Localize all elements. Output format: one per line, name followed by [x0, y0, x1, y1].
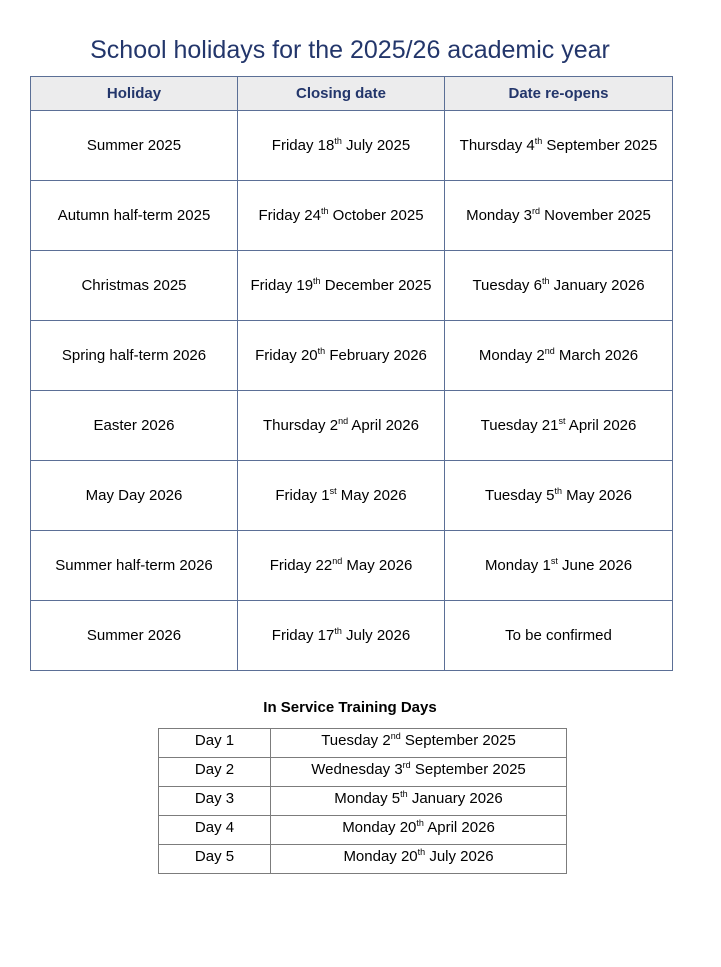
header-holiday: Holiday: [31, 77, 238, 111]
table-row: [159, 758, 567, 787]
date-text: Friday 19: [250, 277, 314, 294]
holiday-name: Easter 2026: [31, 391, 238, 461]
training-day-label: Day 2: [159, 758, 271, 787]
table-row: [31, 531, 673, 601]
ordinal-suffix: th: [317, 346, 326, 356]
table-row: [31, 181, 673, 251]
date-text-rest: February 2026: [325, 347, 427, 364]
table-row: [31, 461, 673, 531]
ordinal-suffix: nd: [338, 416, 349, 426]
ordinal-suffix: nd: [544, 346, 555, 356]
date-text-rest: April 2026: [565, 417, 637, 434]
date-text: Tuesday 21: [480, 417, 559, 434]
training-day-date: [271, 816, 567, 845]
closing-date: [238, 321, 445, 391]
reopen-date: [445, 181, 673, 251]
closing-date: [238, 251, 445, 321]
date-text: Friday 24: [258, 207, 321, 224]
closing-date: [238, 111, 445, 181]
ordinal-suffix: th: [554, 486, 562, 496]
closing-date: [238, 461, 445, 531]
training-day-date: [271, 845, 567, 874]
date-text-rest: September 2025: [410, 761, 526, 778]
date-text-rest: July 2026: [425, 848, 494, 865]
holiday-name: Christmas 2025: [31, 251, 238, 321]
date-text: Thursday 2: [263, 417, 339, 434]
ordinal-suffix: th: [320, 206, 329, 216]
date-text: Friday 17: [271, 627, 335, 644]
date-text: Tuesday 5: [484, 487, 555, 504]
date-text-rest: July 2026: [341, 627, 411, 644]
reopen-date: [445, 391, 673, 461]
date-text: Monday 1: [484, 557, 551, 574]
date-text-rest: January 2026: [407, 790, 503, 807]
date-text-rest: January 2026: [549, 277, 645, 294]
training-day-label: Day 4: [159, 816, 271, 845]
date-text: Monday 5: [334, 790, 401, 807]
ordinal-suffix: th: [334, 626, 342, 636]
holidays-table: [30, 76, 673, 671]
date-text-rest: July 2025: [341, 137, 411, 154]
date-text-rest: September 2025: [400, 732, 516, 749]
table-row: [159, 816, 567, 845]
ordinal-suffix: st: [329, 486, 337, 496]
ordinal-suffix: st: [550, 556, 558, 566]
training-day-label: Day 1: [159, 729, 271, 758]
date-text: Tuesday 2: [321, 732, 391, 749]
page-title: School holidays for the 2025/26 academic year: [90, 36, 610, 64]
date-text: Wednesday 3: [311, 761, 403, 778]
holidays-header-row: [31, 77, 673, 111]
closing-date: [238, 531, 445, 601]
reopen-date: [445, 251, 673, 321]
table-row: [31, 321, 673, 391]
training-days-table: [158, 728, 567, 874]
holiday-name: May Day 2026: [31, 461, 238, 531]
header-closing-date: Closing date: [238, 77, 445, 111]
date-text-rest: May 2026: [561, 487, 633, 504]
training-days-title: In Service Training Days: [263, 699, 437, 716]
date-text: Friday 22: [269, 557, 333, 574]
table-row: [31, 601, 673, 671]
date-text-rest: June 2026: [557, 557, 633, 574]
date-text: Monday 3: [466, 207, 532, 224]
ordinal-suffix: th: [400, 789, 408, 799]
date-text: Friday 18: [271, 137, 335, 154]
ordinal-suffix: th: [541, 276, 550, 286]
date-text: Friday 20: [255, 347, 318, 364]
date-text: Monday 2: [478, 347, 545, 364]
table-row: [31, 251, 673, 321]
date-text: Monday 20: [343, 848, 418, 865]
ordinal-suffix: th: [534, 136, 543, 146]
date-text: To be confirmed: [505, 627, 612, 644]
date-text-rest: May 2026: [336, 487, 407, 504]
table-row: [159, 787, 567, 816]
training-day-date: [271, 758, 567, 787]
training-day-label: Day 5: [159, 845, 271, 874]
closing-date: [238, 391, 445, 461]
ordinal-suffix: th: [417, 847, 426, 857]
table-row: [159, 845, 567, 874]
closing-date: [238, 181, 445, 251]
date-text-rest: December 2025: [320, 277, 432, 294]
date-text: Thursday 4: [459, 137, 535, 154]
reopen-date: [445, 111, 673, 181]
reopen-date: [445, 321, 673, 391]
holiday-name: Autumn half-term 2025: [31, 181, 238, 251]
holiday-name: Summer half-term 2026: [31, 531, 238, 601]
date-text-rest: September 2025: [542, 137, 658, 154]
reopen-date: [445, 601, 673, 671]
date-text: Monday 20: [342, 819, 417, 836]
reopen-date: [445, 531, 673, 601]
training-day-date: [271, 787, 567, 816]
header-date-reopens: Date re-opens: [445, 77, 673, 111]
ordinal-suffix: th: [334, 136, 342, 146]
holiday-name: Summer 2026: [31, 601, 238, 671]
ordinal-suffix: rd: [402, 760, 411, 770]
date-text: Tuesday 6: [472, 277, 542, 294]
table-row: [31, 391, 673, 461]
date-text-rest: October 2025: [328, 207, 424, 224]
ordinal-suffix: nd: [390, 731, 401, 741]
date-text-rest: April 2026: [423, 819, 495, 836]
date-text-rest: April 2026: [348, 417, 419, 434]
closing-date: [238, 601, 445, 671]
date-text-rest: May 2026: [342, 557, 413, 574]
date-text-rest: November 2025: [539, 207, 651, 224]
table-row: [159, 729, 567, 758]
table-row: [31, 111, 673, 181]
reopen-date: [445, 461, 673, 531]
ordinal-suffix: th: [313, 276, 321, 286]
holiday-name: Summer 2025: [31, 111, 238, 181]
ordinal-suffix: rd: [531, 206, 540, 216]
training-day-label: Day 3: [159, 787, 271, 816]
ordinal-suffix: st: [558, 416, 566, 426]
ordinal-suffix: nd: [332, 556, 343, 566]
training-day-date: [271, 729, 567, 758]
ordinal-suffix: th: [416, 818, 424, 828]
date-text-rest: March 2026: [554, 347, 639, 364]
date-text: Friday 1: [275, 487, 330, 504]
holiday-name: Spring half-term 2026: [31, 321, 238, 391]
